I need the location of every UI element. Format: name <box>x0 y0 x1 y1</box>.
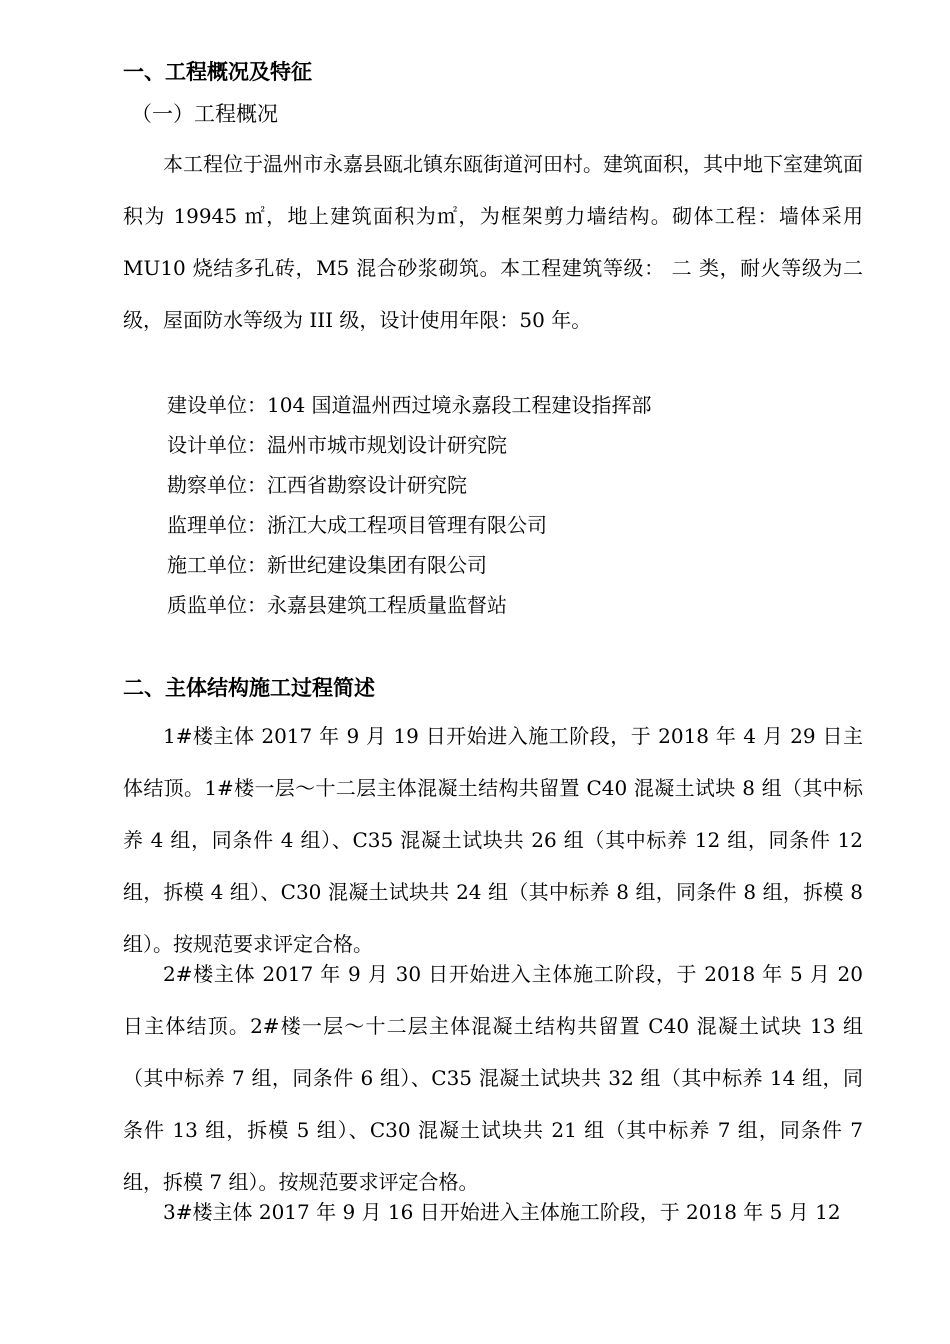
section-heading-structure: 二、主体结构施工过程简述 <box>123 676 375 700</box>
unit-supervision: 监理单位：浙江大成工程项目管理有限公司 <box>167 513 547 537</box>
building-2-paragraph: 2#楼主体 2017 年 9 月 30 日开始进入主体施工阶段，于 2018 年 5 月 20 日主体结顶。2#楼一层～十二层主体混凝土结构共留置 C40 混凝土试块 13 组（其中标养 7 组，同条件 6 组）、C35 混凝土试块共 32 组（其中标养 14 组，同条件 13 组，拆模 5 组）、C30 混凝土试块共 21 组（其中标养 7 组，同条件 7 组，拆模 7 组）。按规范要求评定合格。 <box>123 962 863 1194</box>
unit-construction-owner: 建设单位：104 国道温州西过境永嘉段工程建设指挥部 <box>167 393 652 417</box>
building-1-paragraph: 1#楼主体 2017 年 9 月 19 日开始进入施工阶段，于 2018 年 4 月 29 日主体结顶。1#楼一层～十二层主体混凝土结构共留置 C40 混凝土试块 8 组（其中标养 4 组，同条件 4 组）、C35 混凝土试块共 26 组（其中标养 12 组，同条件 12 组，拆模 4 组）、C30 混凝土试块共 24 组（其中标养 8 组，同条件 8 组，拆模 8 组）。按规范要求评定合格。 <box>123 724 863 956</box>
participating-units-list <box>167 389 652 629</box>
unit-survey: 勘察单位：江西省勘察设计研究院 <box>167 473 467 497</box>
unit-contractor: 施工单位：新世纪建设集团有限公司 <box>167 553 487 577</box>
building-3-paragraph: 3#楼主体 2017 年 9 月 16 日开始进入主体施工阶段，于 2018 年 5 月 12 <box>163 1200 841 1224</box>
unit-quality-inspection: 质监单位：永嘉县建筑工程质量监督站 <box>167 593 507 617</box>
unit-design: 设计单位：温州市城市规划设计研究院 <box>167 433 507 457</box>
overview-paragraph: 本工程位于温州市永嘉县瓯北镇东瓯街道河田村。建筑面积，其中地下室建筑面积为 19945 ㎡，地上建筑面积为㎡，为框架剪力墙结构。砌体工程：墙体采用 MU10 烧结多孔砖，M5 混合砂浆砌筑。本工程建筑等级： 二 类，耐火等级为二级，屋面防水等级为 III 级，设计使用年限：50 年。 <box>123 152 863 332</box>
section-heading-overview: 一、工程概况及特征 <box>123 60 312 84</box>
subsection-heading-overview: （一）工程概况 <box>131 102 278 126</box>
